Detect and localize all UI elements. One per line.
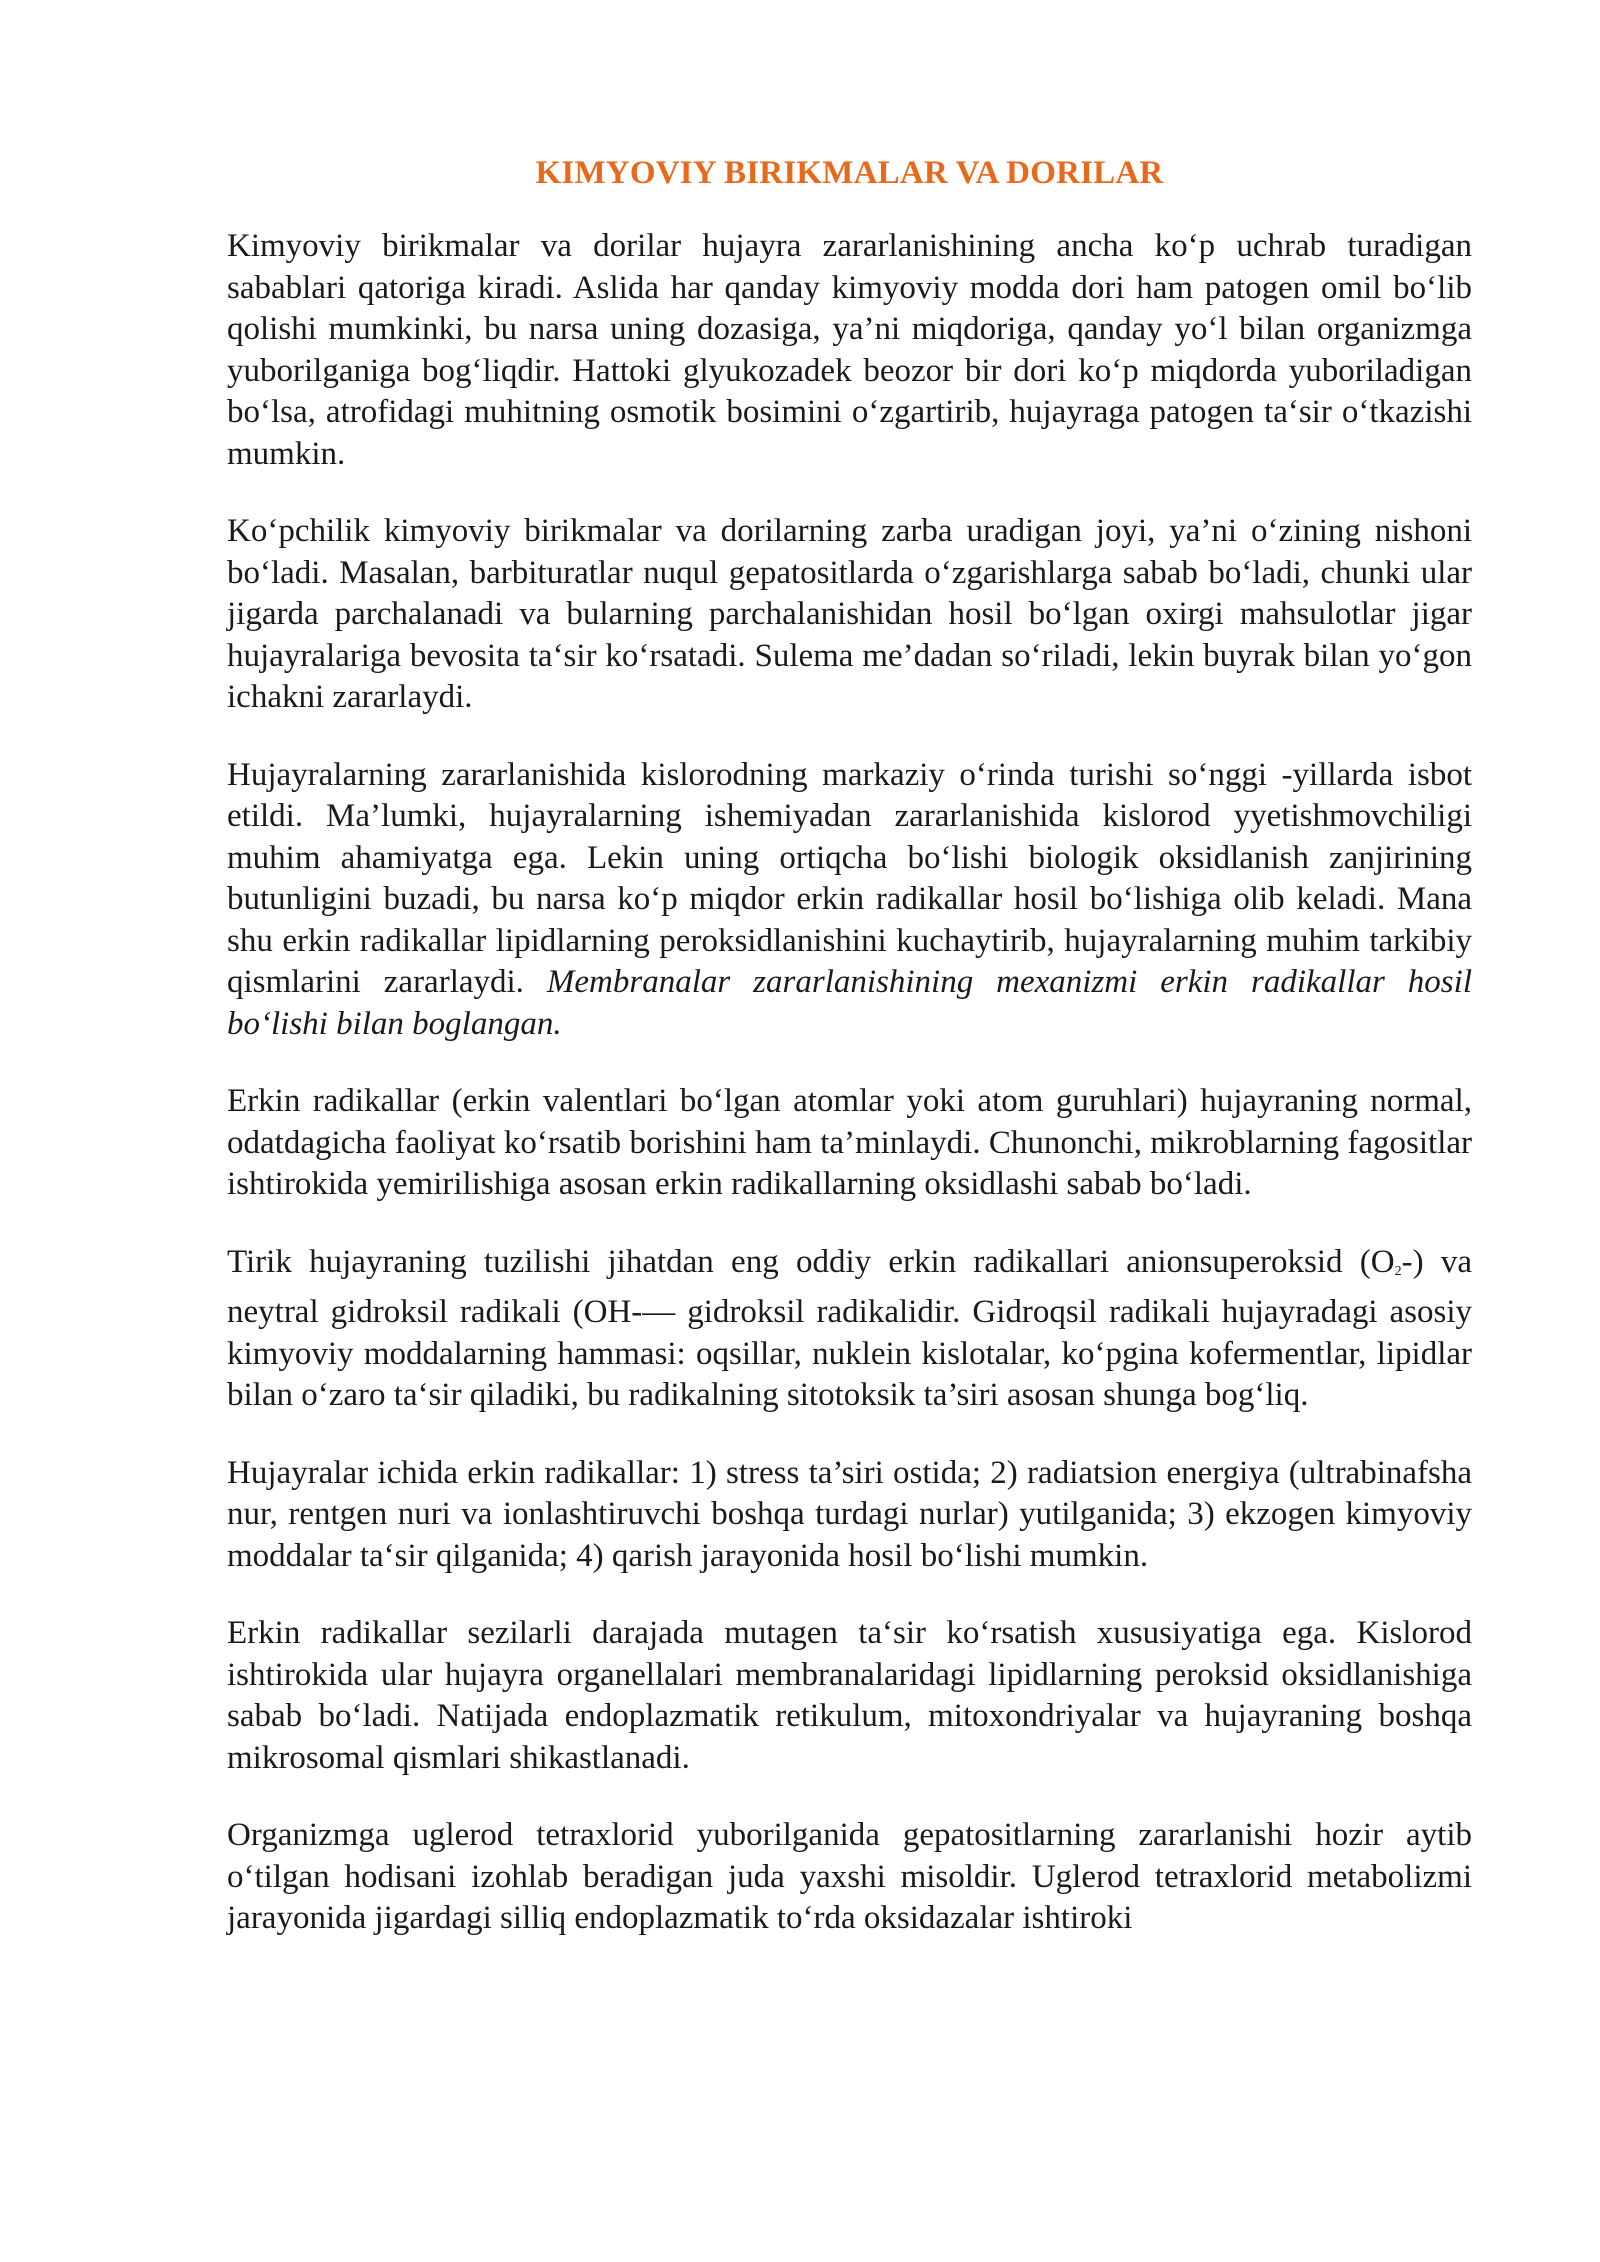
paragraph-3 [227, 755, 1472, 1046]
paragraph-7: Erkin radikallar sezilarli darajada mutagen taʻsir koʻrsatish xususiyatiga ega. Kislorod ishtirokida ular hujayra organellalari membranalaridagi lipidlarning peroksid oksidlanishiga sabab boʻladi. Natijada endoplazmatik retikulum, mitoxondriyalar va hujayraning boshqa mikrosomal qismlari shikastlanadi. [227, 1615, 1472, 1776]
paragraph-3-italic: Membranalar zararlanishining mexanizmi erkin radikallar hosil boʻlishi bilan boglangan. [227, 964, 1472, 1042]
paragraph-3-text: Hujayralarning zararlanishida kislorodning markaziy oʻrinda turishi soʻnggi -yillarda isbot etildi. Ma’lumki, hujayralarning ishemiyadan zararlanishida kislorod yyetishmovchiligi muhim ahamiyatga ega. Lekin uning ortiqcha boʻlishi biologik oksidlanish zanjirining butunligini buzadi, bu narsa koʻp miqdor erkin radikallar hosil boʻlishiga olib keladi. Mana shu erkin radikallar lipidlarning peroksidlanishini kuchaytirib, hujayralarning muhim tarkibiy qismlarini zararlaydi. [227, 756, 1472, 1000]
paragraph-1: Kimyoviy birikmalar va dorilar hujayra zararlanishining ancha koʻp uchrab turadigan sabablari qatoriga kiradi. Aslida har qanday kimyoviy modda dori ham patogen omil boʻlib qolishi mumkinki, bu narsa uning dozasiga, ya’ni miqdoriga, qanday yoʻl bilan organizmga yuborilganiga bogʻliqdir. Hattoki glyukozadek beozor bir dori koʻp miqdorda yuboriladigan boʻlsa, atrofidagi muhitning osmotik bosimini oʻzgartirib, hujayraga patogen taʻsir oʻtkazishi mumkin. [227, 228, 1472, 472]
oxygen-subscript: 2 [1394, 1263, 1402, 1279]
paragraph-5-text: Tirik hujayraning tuzilishi jihatdan eng oddiy erkin radikallari anionsuperoksid (O [227, 1243, 1395, 1280]
paragraph-5-rest: -) va neytral gidroksil radikali (OH-— gidroksil radikalidir. Gidroqsil radikali hujayradagi asosiy kimyoviy moddalarning hammasi: oqsillar, nuklein kislotalar, koʻpgina kofermentlar, lipidlar bilan oʻzaro taʻsir qiladiki, bu radikalning sitotoksik ta’siri asosan shunga bogʻliq. [227, 1243, 1472, 1413]
paragraph-6: Hujayralar ichida erkin radikallar: 1) stress ta’siri ostida; 2) radiatsion energiya (ultrabinafsha nur, rentgen nuri va ionlashtiruvchi boshqa turdagi nurlar) yutilganida; 3) ekzogen kimyoviy moddalar taʻsir qilganida; 4) qarish jarayonida hosil boʻlishi mumkin. [227, 1454, 1472, 1574]
paragraph-2: Koʻpchilik kimyoviy birikmalar va dorilarning zarba uradigan joyi, ya’ni oʻzining nishoni boʻladi. Masalan, barbituratlar nuqul gepatositlarda oʻzgarishlarga sabab boʻladi, chunki ular jigarda parchalanadi va bularning parchalanishidan hosil boʻlgan oxirgi mahsulotlar jigar hujayralariga bevosita taʻsir koʻrsatadi. Sulema me’dadan soʻriladi, lekin buyrak bilan yoʻgon ichakni zararlaydi. [227, 513, 1472, 715]
paragraph-8: Organizmga uglerod tetraxlorid yuborilganida gepatositlarning zararlanishi hozir aytib oʻtilgan hodisani izohlab beradigan juda yaxshi misoldir. Uglerod tetraxlorid metabolizmi jarayonida jigardagi silliq endoplazmatik toʻrda oksidazalar ishtiroki [227, 1817, 1472, 1936]
paragraph-4: Erkin radikallar (erkin valentlari boʻlgan atomlar yoki atom guruhlari) hujayraning normal, odatdagicha faoliyat koʻrsatib borishini ham ta’minlaydi. Chunonchi, mikroblarning fagositlar ishtirokida yemirilishiga asosan erkin radikallarning oksidlashi sabab boʻladi. [227, 1083, 1472, 1202]
paragraph-5 [227, 1242, 1472, 1417]
document-title: KIMYOVIY BIRIKMALAR VA DORILAR [535, 155, 1164, 191]
document-page [227, 150, 1472, 1976]
